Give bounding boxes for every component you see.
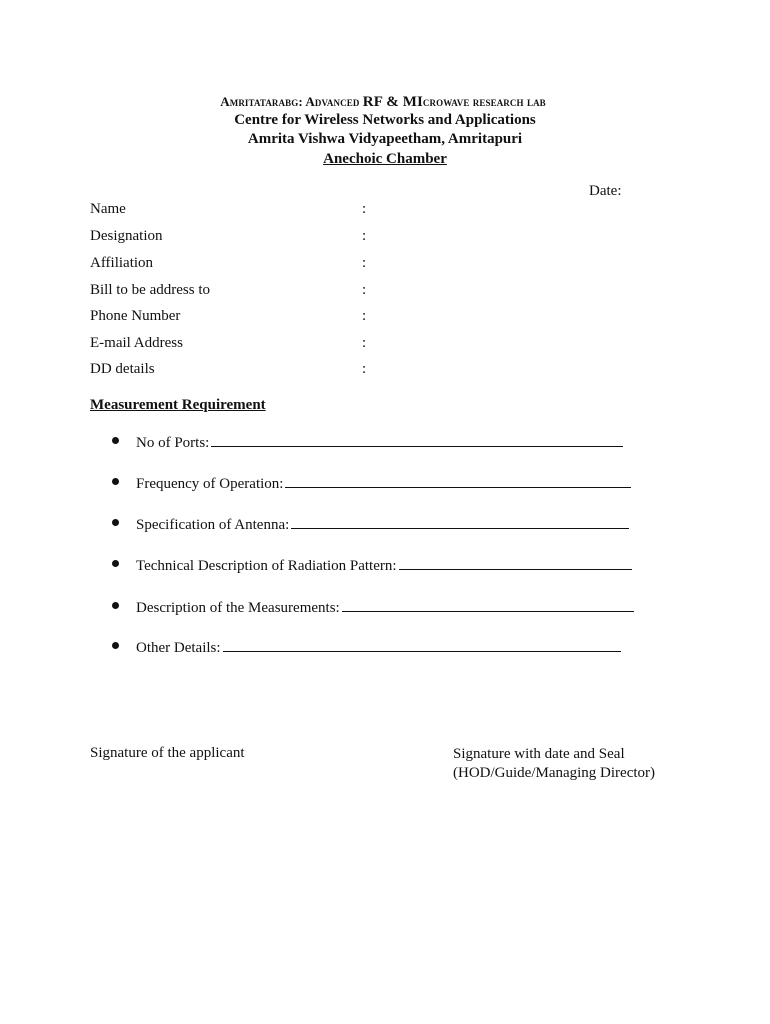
other-details-blank-line <box>223 638 621 652</box>
field-label: E-mail Address <box>90 335 183 351</box>
antenna-blank-line <box>291 515 629 529</box>
bullet-icon <box>112 478 119 485</box>
field-separator: : <box>362 282 367 298</box>
list-item-antenna <box>112 515 629 534</box>
date-label: Date: <box>589 183 622 199</box>
centre-name-heading: Centre for Wireless Networks and Applications <box>234 112 536 128</box>
radiation-blank-line <box>399 556 632 570</box>
field-label: Affiliation <box>90 255 154 271</box>
authority-signature-label: Signature with date and Seal <box>453 746 625 762</box>
field-label: DD details <box>90 361 155 377</box>
list-item-ports <box>112 433 623 452</box>
list-item-frequency <box>112 474 631 493</box>
bullet-icon <box>112 602 119 609</box>
field-separator: : <box>362 255 367 271</box>
lab-name-heading <box>0 94 768 111</box>
field-label: Phone Number <box>90 308 181 324</box>
lab-name-rf: RF & MI <box>362 94 423 110</box>
list-item-measurements <box>112 598 634 617</box>
field-separator: : <box>362 335 367 351</box>
frequency-blank-line <box>285 474 631 488</box>
form-title-text: Anechoic Chamber <box>323 151 447 167</box>
measurements-blank-line <box>342 598 634 612</box>
ports-blank-line <box>211 433 623 447</box>
item-label: Frequency of Operation: <box>136 476 284 492</box>
field-separator: : <box>362 201 367 217</box>
list-item-radiation-pattern <box>112 556 632 575</box>
item-label: Description of the Measurements: <box>136 600 340 616</box>
field-label: Bill to be address to <box>90 282 210 298</box>
field-separator: : <box>362 228 367 244</box>
list-item-other-details <box>112 638 621 657</box>
field-separator: : <box>362 308 367 324</box>
field-label: Designation <box>90 228 163 244</box>
lab-name-prefix: Amritatarabg: Advanced <box>220 94 363 109</box>
item-label: Specification of Antenna: <box>136 517 290 533</box>
bullet-icon <box>112 560 119 567</box>
item-label: Technical Description of Radiation Pattern: <box>136 558 397 574</box>
bullet-icon <box>112 519 119 526</box>
authority-role-label: (HOD/Guide/Managing Director) <box>453 765 656 781</box>
form-title <box>0 151 770 168</box>
authority-signature-block <box>453 745 655 783</box>
field-label: Name <box>90 201 126 217</box>
university-heading: Amrita Vishwa Vidyapeetham, Amritapuri <box>247 131 523 147</box>
bullet-icon <box>112 437 119 444</box>
lab-name-suffix: crowave research lab <box>422 94 546 109</box>
item-label: No of Ports: <box>136 435 210 451</box>
measurement-section-title: Measurement Requirement <box>90 397 266 413</box>
item-label: Other Details: <box>136 640 221 656</box>
applicant-signature-label: Signature of the applicant <box>90 745 245 761</box>
field-separator: : <box>362 361 367 377</box>
bullet-icon <box>112 642 119 649</box>
